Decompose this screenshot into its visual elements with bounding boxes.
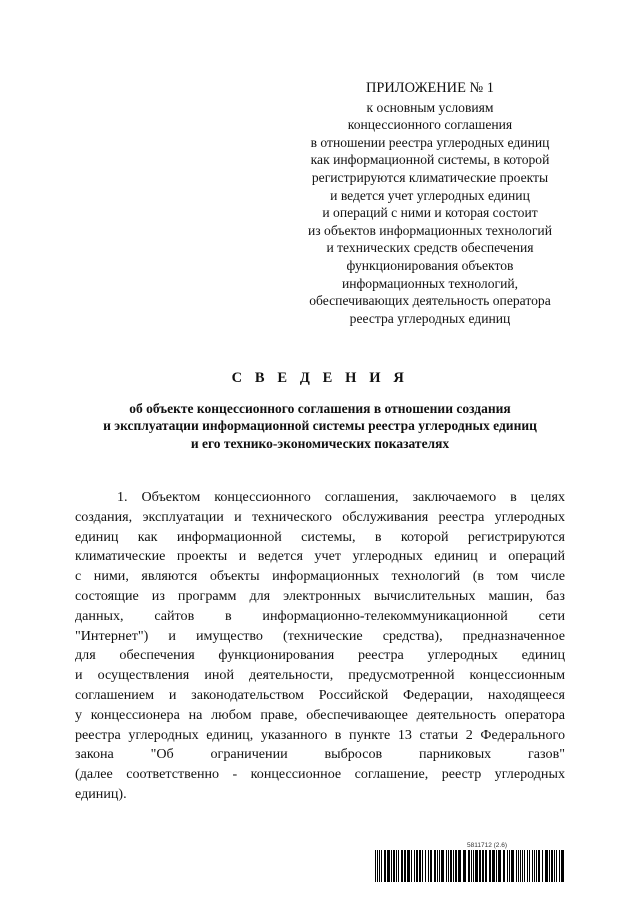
- annex-line: к основным условиям: [366, 99, 494, 115]
- paragraph-line: климатические проекты и ведется учет углеродных единиц и операций: [75, 548, 565, 565]
- barcode-bar: [561, 850, 564, 882]
- paragraph-line: единиц).: [75, 785, 127, 802]
- barcode-bar: [518, 850, 519, 882]
- paragraph-line: данных, сайтов в информационно-телекоммуникационной сети: [75, 607, 565, 624]
- barcode-bar: [489, 850, 491, 882]
- barcode-bar: [492, 850, 495, 882]
- barcode-bar: [381, 850, 382, 882]
- paragraph-line: с ними, являются объекты информационных технологий (в том числе: [75, 568, 565, 585]
- barcode-bar: [430, 850, 432, 882]
- document-subtitle: [60, 400, 580, 452]
- barcode-bar: [496, 850, 497, 882]
- paragraph-line: для обеспечения функционирования реестра углеродных единиц: [75, 647, 565, 664]
- barcode-bar: [384, 850, 386, 882]
- paragraph-line: "Интернет") и имущество (технические средства), предназначенное: [75, 627, 565, 644]
- barcode-bar: [468, 850, 470, 882]
- annex-line: и технических средств обеспечения: [326, 240, 534, 256]
- barcode-bar: [434, 850, 436, 882]
- barcode-bar: [398, 850, 399, 882]
- barcode-bar: [411, 850, 412, 882]
- barcode-graphic: [375, 850, 565, 882]
- barcode-bar: [439, 850, 440, 882]
- barcode-bar: [511, 850, 514, 882]
- barcode-bar: [522, 850, 523, 882]
- paragraph-line: состоящие из программ для электронных вычислительных машин, баз: [75, 587, 565, 604]
- barcode-bar: [534, 850, 535, 882]
- annex-line: обеспечивающих деятельность оператора: [309, 293, 551, 309]
- barcode-bar: [446, 850, 447, 882]
- barcode-bar: [379, 850, 380, 882]
- annex-line: информационных технологий,: [341, 275, 519, 291]
- barcode-bar: [479, 850, 481, 882]
- barcode-bar: [507, 850, 508, 882]
- barcode-bar: [393, 850, 395, 882]
- barcode-bar: [520, 850, 521, 882]
- paragraph-line: реестра углеродных единиц, указанного в пункте 13 статьи 2 Федерального: [75, 726, 565, 743]
- barcode-bar: [545, 850, 548, 882]
- barcode-block: [375, 842, 565, 882]
- paragraph-line: закона "Об ограничении выбросов парниковых газов": [75, 746, 565, 763]
- paragraph-line: 1. Объектом концессионного соглашения, заключаемого в целях: [117, 489, 565, 505]
- annex-line: из объектов информационных технологий: [308, 222, 552, 238]
- barcode-bar: [463, 850, 466, 882]
- annex-line: и операций с ними и которая состоит: [322, 205, 538, 221]
- barcode-bar: [422, 850, 423, 882]
- barcode-bar: [396, 850, 397, 882]
- barcode-bar: [377, 850, 378, 882]
- barcode-bar: [529, 850, 530, 882]
- body-paragraph: [75, 488, 565, 805]
- barcode-bar: [419, 850, 421, 882]
- subtitle-line: и эксплуатации информационной системы реестра углеродных единиц: [103, 418, 537, 434]
- barcode-bar: [387, 850, 390, 882]
- barcode-bar: [538, 850, 540, 882]
- barcode-bar: [407, 850, 410, 882]
- barcode-bar: [551, 850, 553, 882]
- barcode-bar: [549, 850, 550, 882]
- barcode-bar: [375, 850, 376, 882]
- barcode-bar: [485, 850, 487, 882]
- barcode-bar: [401, 850, 403, 882]
- barcode-bar: [503, 850, 505, 882]
- barcode-bar: [556, 850, 557, 882]
- barcode-bar: [532, 850, 533, 882]
- barcode-bar: [482, 850, 484, 882]
- subtitle-line: и его технико-экономических показателях: [190, 435, 450, 451]
- annex-line: концессионного соглашения: [347, 117, 513, 133]
- paragraph-line: соглашением и законодательством Российской Федерации, находящееся: [75, 686, 565, 703]
- barcode-bar: [524, 850, 525, 882]
- barcode-number: 5811712 (2.6): [467, 842, 507, 849]
- barcode-bar: [471, 850, 472, 882]
- barcode-bar: [437, 850, 438, 882]
- paragraph-line: создания, эксплуатации и технического обслуживания реестра углеродных: [75, 508, 565, 525]
- barcode-bar: [509, 850, 510, 882]
- barcode-bar: [416, 850, 418, 882]
- barcode-bar: [428, 850, 429, 882]
- barcode-bar: [536, 850, 537, 882]
- barcode-bar: [448, 850, 449, 882]
- subtitle-line: об объекте концессионного соглашения в отношении создания: [129, 401, 511, 416]
- barcode-bar: [498, 850, 501, 882]
- annex-line: функционирования объектов: [346, 257, 514, 273]
- paragraph-line: (далее соответственно - концессионное соглашение, реестр углеродных: [75, 766, 565, 783]
- annex-line: в отношении реестра углеродных единиц: [310, 134, 550, 150]
- document-title: С В Е Д Е Н И Я: [231, 370, 409, 386]
- paragraph-line: у концессионера на любом праве, обеспечивающее деятельность оператора: [75, 706, 565, 723]
- paragraph-line: единиц как информационной системы, в которой регистрируются: [75, 528, 565, 545]
- annex-block: [282, 80, 578, 327]
- barcode-bar: [414, 850, 415, 882]
- barcode-bar: [391, 850, 392, 882]
- barcode-bar: [559, 850, 560, 882]
- barcode-bar: [455, 850, 457, 882]
- barcode-bar: [475, 850, 478, 882]
- barcode-bar: [516, 850, 517, 882]
- annex-line: как информационной системы, в которой: [310, 152, 550, 168]
- barcode-bar: [404, 850, 406, 882]
- annex-line: и ведется учет углеродных единиц: [330, 187, 530, 203]
- barcode-bar: [450, 850, 452, 882]
- annex-heading: ПРИЛОЖЕНИЕ № 1: [366, 80, 494, 96]
- barcode-bar: [542, 850, 543, 882]
- barcode-bar: [453, 850, 454, 882]
- barcode-bar: [554, 850, 555, 882]
- paragraph-line: и осуществления иной деятельности, предусмотренной концессионным: [75, 667, 565, 684]
- annex-line: реестра углеродных единиц: [349, 310, 511, 326]
- annex-line: регистрируются климатические проекты: [311, 169, 549, 185]
- barcode-bar: [425, 850, 426, 882]
- barcode-bar: [458, 850, 461, 882]
- barcode-bar: [441, 850, 444, 882]
- barcode-bar: [473, 850, 474, 882]
- barcode-bar: [527, 850, 528, 882]
